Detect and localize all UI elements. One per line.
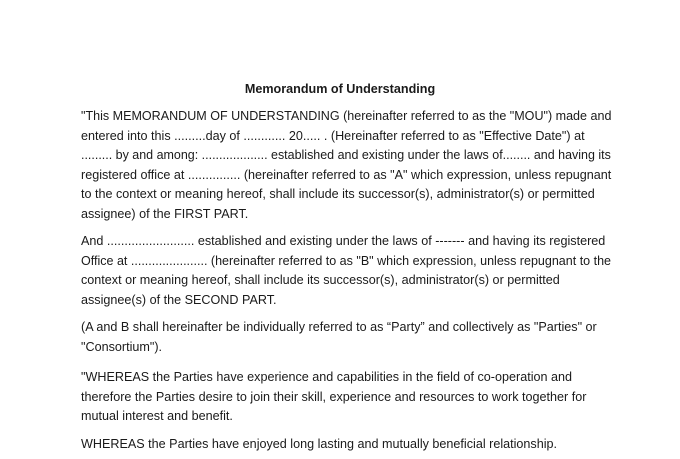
paragraph-line: ......... by and among: ................... established and existing under the laws of........ and having its [81,148,611,162]
paragraph-line: mutual interest and benefit. [81,409,233,423]
paragraph-line: And ......................... established and existing under the laws of ------- and having its registered [81,234,606,248]
paragraph-line: assignee) of the FIRST PART. [81,206,249,221]
paragraph-definitions [81,318,611,357]
paragraph-whereas-relationship [81,435,611,455]
document-title: Memorandum of Understanding [244,82,436,96]
paragraph-line: to the context or meaning hereof, shall include its successor(s), administrator(s) or permitted [81,187,595,201]
paragraph-line: "This MEMORANDUM OF UNDERSTANDING (hereinafter referred to as the "MOU") made and [81,109,612,123]
paragraph-line: Office at ...................... (hereinafter referred to as "B" which expression, unless repugnant to the [81,253,612,268]
paragraph-line: "WHEREAS the Parties have experience and capabilities in the field of co-operation and [81,370,573,384]
paragraph-line: "Consortium"). [81,339,163,354]
paragraph-line: registered office at ............... (hereinafter referred to as "A" which expression, unless repugnant [81,167,612,182]
paragraph-line: WHEREAS the Parties have enjoyed long lasting and mutually beneficial relationship. [81,437,558,451]
paragraph-line: (A and B shall hereinafter be individually referred to as “Party” and collectively as "Parties" or [81,320,597,334]
paragraph-line: context or meaning hereof, shall include its successor(s), administrator(s) or permitted [81,273,560,287]
paragraph-line: entered into this .........day of ............ 20..... . (Hereinafter referred to as "Effective Date") at [81,128,585,143]
paragraph-line: therefore the Parties desire to join their skill, experience and resources to work together for [81,389,587,404]
paragraph-whereas-capabilities [81,368,611,427]
paragraph-line: assignee(s) of the SECOND PART. [81,292,277,307]
paragraph-parties-first [81,107,611,224]
paragraph-parties-second [81,232,611,310]
